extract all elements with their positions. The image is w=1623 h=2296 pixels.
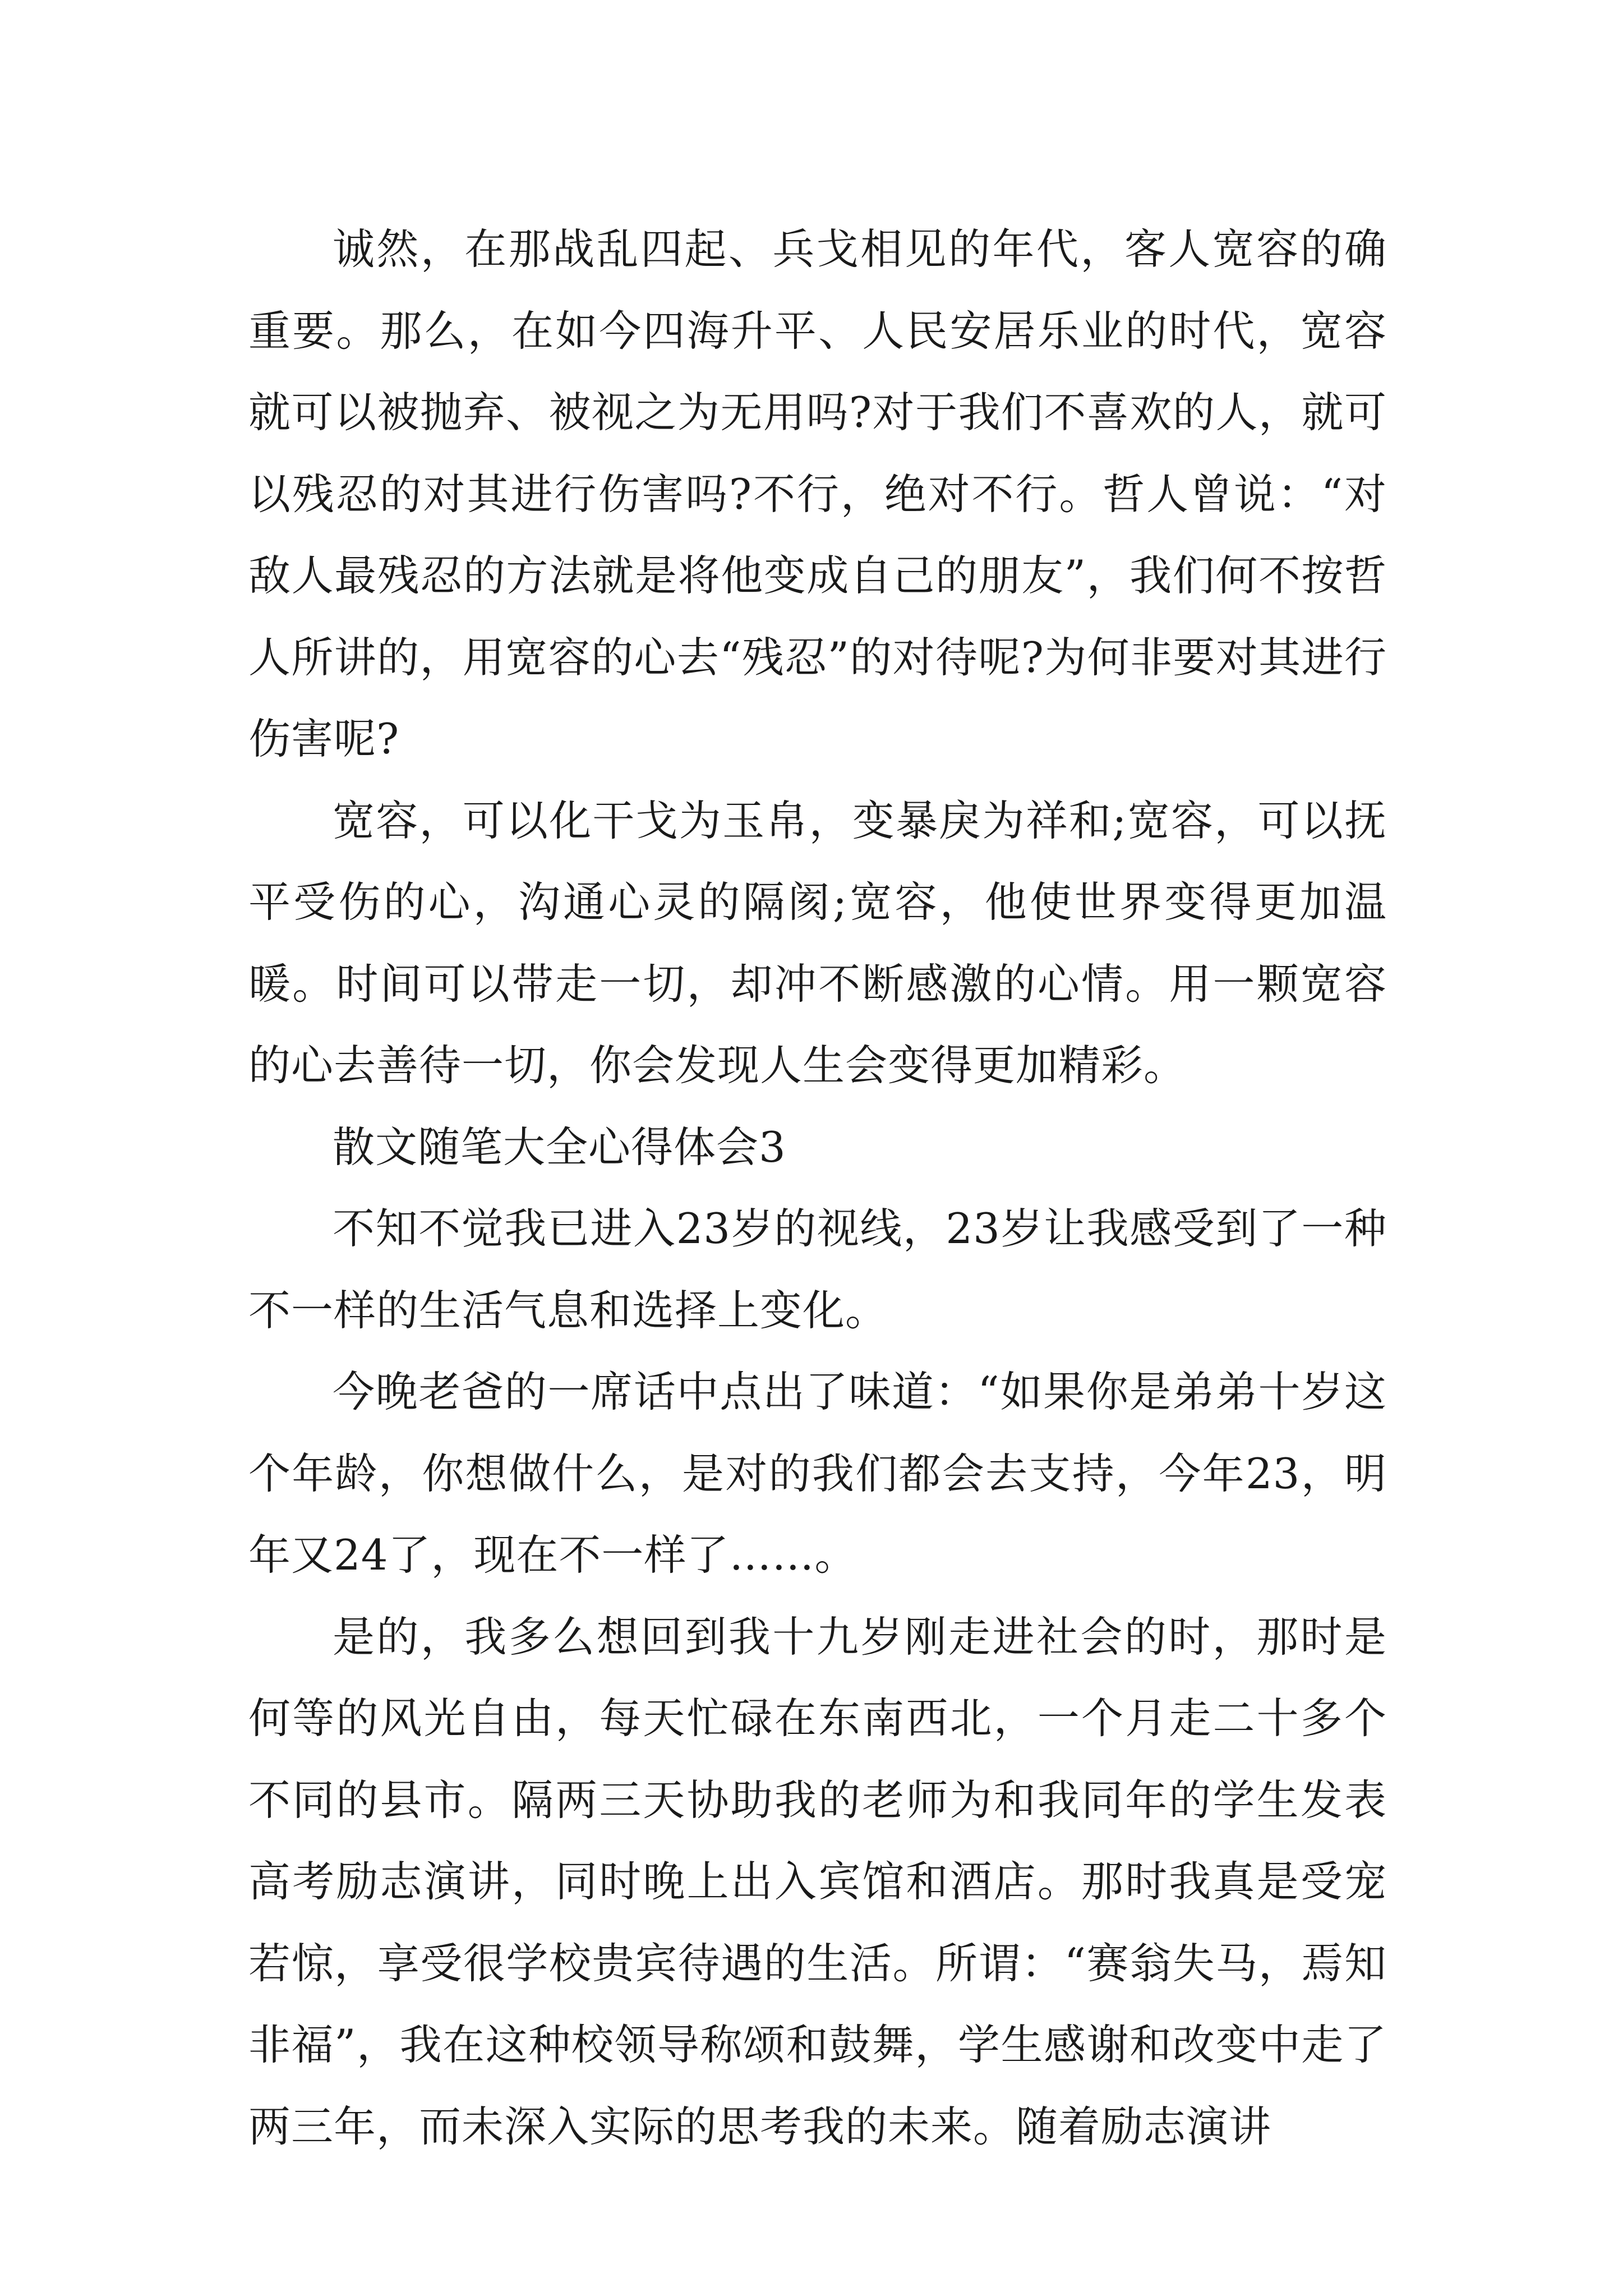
paragraph: 宽容，可以化干戈为玉帛，变暴戾为祥和;宽容，可以抚平受伤的心，沟通心灵的隔阂;宽容，他使世界变得更加温暖。时间可以带走一切，却冲不断感激的心情。用一颗宽容的心去善待一切，你会发现人生会变得更加精彩。 bbox=[248, 795, 1387, 1090]
paragraph: 是的，我多么想回到我十九岁刚走进社会的时，那时是何等的风光自由，每天忙碌在东南西北，一个月走二十多个不同的县市。隔两三天协助我的老师为和我同年的学生发表高考励志演讲，同时晚上出入宾馆和酒店。那时我真是受宠若惊，享受很学校贵宾待遇的生活。所谓：“赛翁失马，焉知非福”，我在这种校领导称颂和鼓舞，学生感谢和改变中走了两三年，而未深入实际的思考我的未来。随着励志演讲 bbox=[248, 1612, 1387, 2151]
section-heading: 散文随笔大全心得体会3 bbox=[333, 1122, 786, 1172]
paragraph: 不知不觉我已进入23岁的视线，23岁让我感受到了一种不一样的生活气息和选择上变化。 bbox=[248, 1204, 1387, 1335]
paragraph: 诚然，在那战乱四起、兵戈相见的年代，客人宽容的确重要。那么，在如今四海升平、人民安居乐业的时代，宽容就可以被抛弃、被视之为无用吗?对于我们不喜欢的人，就可以残忍的对其进行伤害吗?不行，绝对不行。哲人曾说：“对敌人最残忍的方法就是将他变成自己的朋友”，我们何不按哲人所讲的，用宽容的心去“残忍”的对待呢?为何非要对其进行伤害呢? bbox=[248, 224, 1387, 763]
paragraph: 今晚老爸的一席话中点出了味道：“如果你是弟弟十岁这个年龄，你想做什么，是对的我们都会去支持，今年23，明年又24了，现在不一样了……。 bbox=[248, 1367, 1387, 1580]
document-body bbox=[248, 209, 1387, 2168]
